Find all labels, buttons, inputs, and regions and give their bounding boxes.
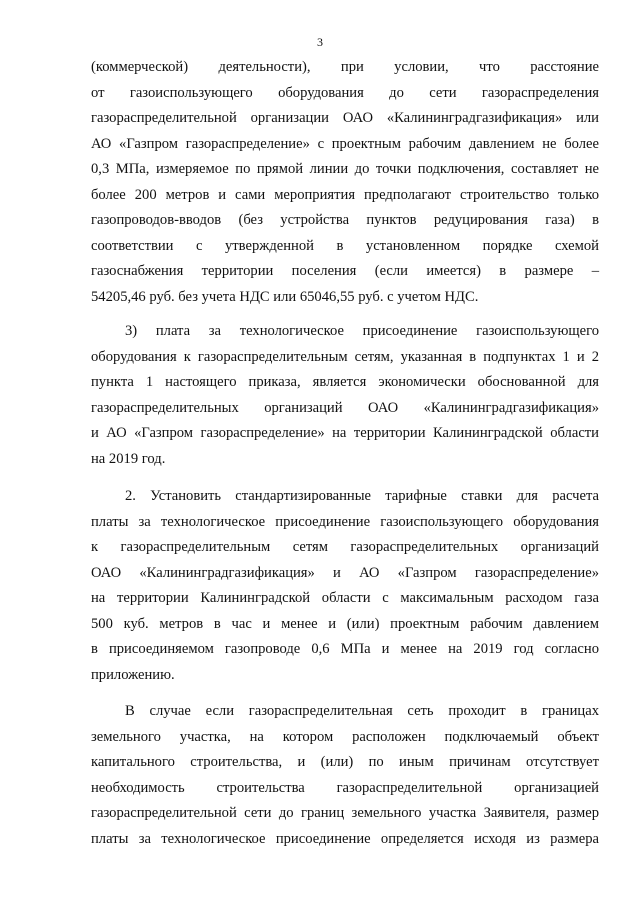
text-line: 0,3 МПа, измеряемое по прямой линии до точки подключения, составляет не bbox=[91, 161, 599, 177]
text-line: необходимость строительства газораспределительной организацией bbox=[91, 779, 599, 796]
text-line: газоснабжения территории поселения (если имеется) в размере – bbox=[91, 263, 599, 279]
paragraph-continuation bbox=[91, 55, 599, 310]
text-line: оборудования к газораспределительным сетям, указанная в подпунктах 1 и 2 bbox=[91, 348, 599, 365]
text-line: в присоединяемом газопроводе 0,6 МПа и менее на 2019 год согласно bbox=[91, 641, 599, 657]
text-line: В случае если газораспределительная сеть проходит в границах bbox=[125, 703, 599, 719]
text-line: 3) плата за технологическое присоединение газоиспользующего bbox=[125, 323, 599, 339]
text-line: АО «Газпром газораспределение» с проектным рабочим давлением не более bbox=[91, 135, 599, 152]
text-line: 500 куб. метров в час и менее и (или) проектным рабочим давлением bbox=[91, 615, 599, 632]
text-line: газораспределительной сети до границ земельного участка Заявителя, размер bbox=[91, 805, 599, 821]
page-number: 3 bbox=[317, 35, 323, 49]
text-line: газораспределительных организаций ОАО «Калининградгазификация» bbox=[91, 399, 599, 416]
text-line: к газораспределительным сетям газораспределительных организаций bbox=[91, 539, 599, 555]
paragraph-case bbox=[91, 699, 599, 852]
paragraph-point-2 bbox=[91, 484, 599, 688]
paragraph-item-3 bbox=[91, 319, 599, 472]
text-line: (коммерческой) деятельности), при условии, что расстояние bbox=[91, 59, 599, 75]
text-line: газопроводов-вводов (без устройства пунктов редуцирования газа) в bbox=[91, 212, 599, 228]
text-line: на 2019 год. bbox=[91, 450, 166, 467]
text-line: капитального строительства, и (или) по иным причинам отсутствует bbox=[91, 754, 599, 770]
document-body bbox=[91, 55, 599, 852]
text-line: более 200 метров и сами мероприятия предполагают строительство только bbox=[91, 186, 599, 203]
text-line: ОАО «Калининградгазификация» и АО «Газпром газораспределение» bbox=[91, 564, 599, 581]
text-line: и АО «Газпром газораспределение» на территории Калининградской области bbox=[91, 425, 599, 441]
text-line: от газоиспользующего оборудования до сети газораспределения bbox=[91, 84, 599, 101]
text-line: земельного участка, на котором расположен подключаемый объект bbox=[91, 728, 599, 745]
text-line: газораспределительной организации ОАО «Калининградгазификация» или bbox=[91, 110, 599, 126]
text-line: приложению. bbox=[91, 666, 175, 683]
text-line: платы за технологическое присоединение определяется исходя из размера bbox=[91, 830, 599, 847]
text-line: пункта 1 настоящего приказа, является экономически обоснованной для bbox=[91, 374, 599, 390]
text-line: 2. Установить стандартизированные тарифные ставки для расчета bbox=[125, 488, 599, 504]
text-line: 54205,46 руб. без учета НДС или 65046,55 руб. с учетом НДС. bbox=[91, 288, 479, 305]
text-line: соответствии с утвержденной в установленном порядке схемой bbox=[91, 237, 599, 254]
text-line: платы за технологическое присоединение газоиспользующего оборудования bbox=[91, 513, 599, 530]
text-line: на территории Калининградской области с максимальным расходом газа bbox=[91, 590, 599, 606]
